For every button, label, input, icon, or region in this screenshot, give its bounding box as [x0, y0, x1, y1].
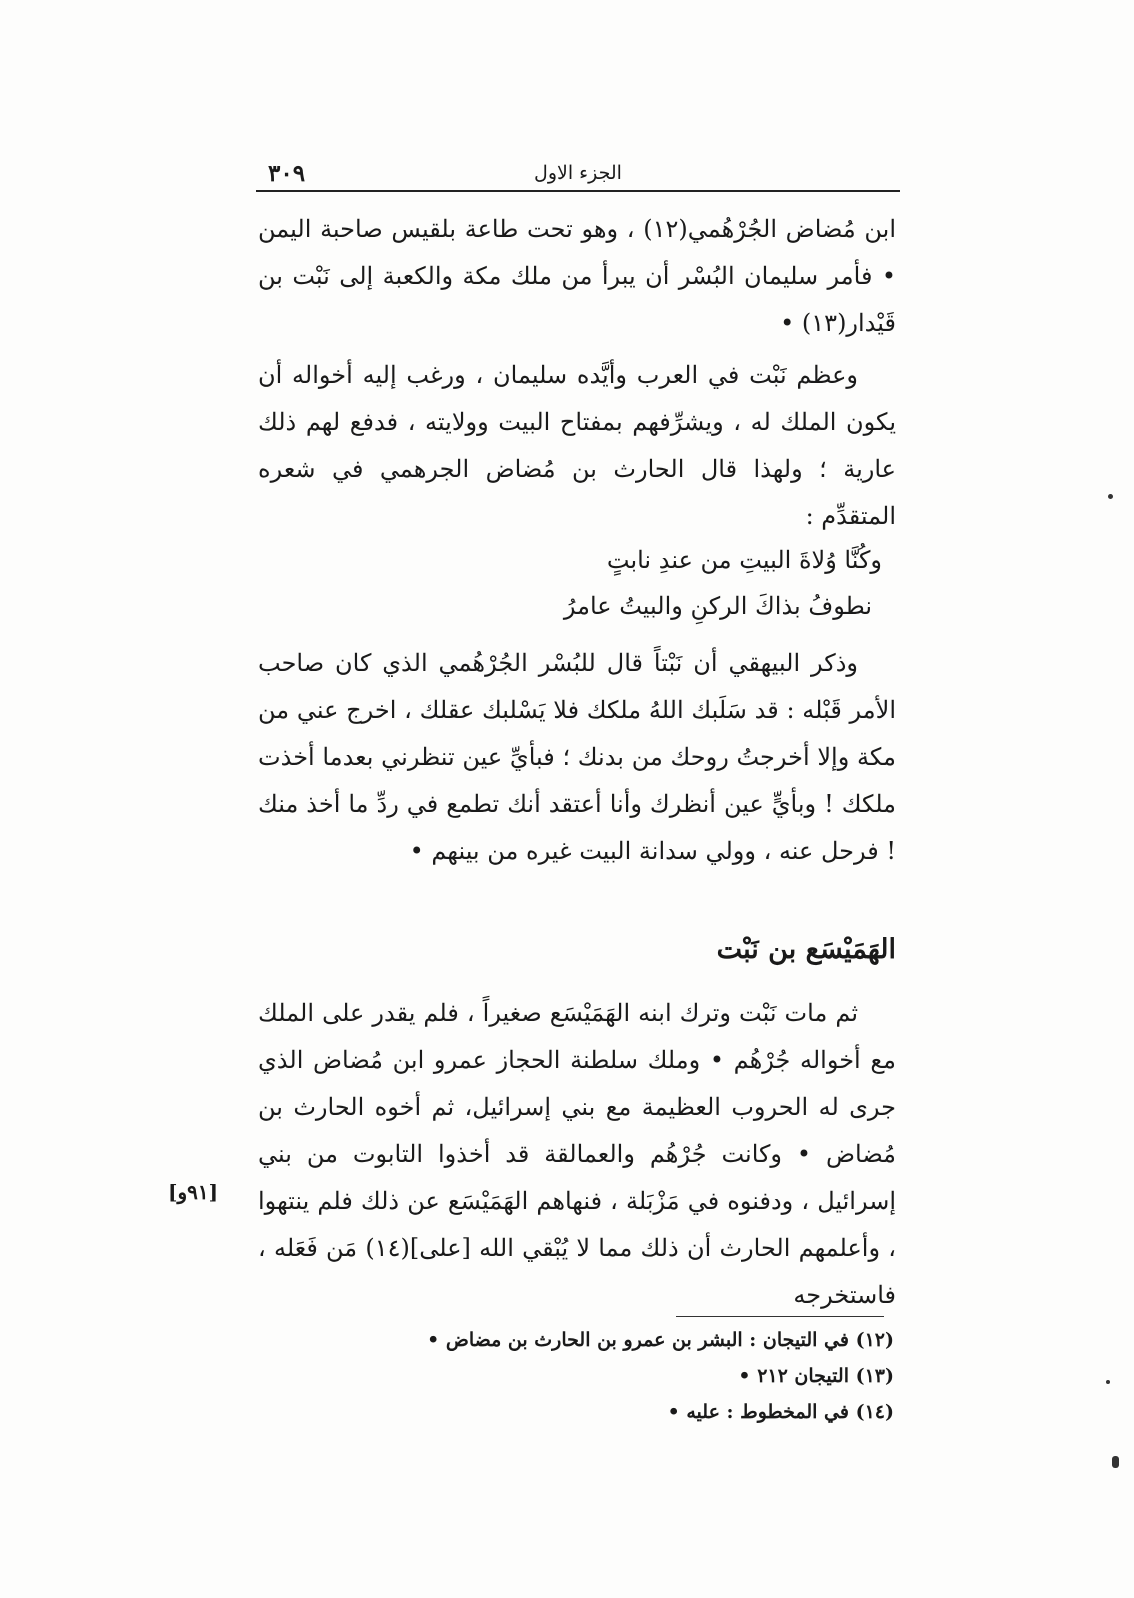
paragraph-1-text: ابن مُضاض الجُرْهُمي(١٢) ، وهو تحت طاعة بلقيس صاحبة اليمن • فأمر سليمان البُسْر أن يبرأ من ملك مكة والكعبة إلى نَبْت بن قَيْدار(١٣) • [258, 215, 896, 337]
running-title: الجزء الاول [534, 162, 622, 184]
margin-folio-note: [٩١و] [168, 1180, 219, 1204]
paragraph-2 [258, 352, 896, 540]
scan-speck [1112, 1456, 1119, 1468]
paragraph-3 [258, 640, 896, 875]
paragraph-1 [258, 206, 896, 347]
footnote-12: (١٢) في التيجان : البشر بن عمرو بن الحارث بن مضاض • [427, 1329, 894, 1351]
section-heading: الهَمَيْسَع بن نَبْت [716, 934, 896, 965]
paragraph-4 [258, 990, 896, 1319]
footnote-rule [676, 1316, 884, 1317]
scan-speck [1108, 494, 1113, 499]
footnotes [300, 1322, 894, 1430]
header-rule [256, 190, 900, 192]
paragraph-3-text: وذكر البيهقي أن نَبْتاً قال للبُسْر الجُرْهُمي الذي كان صاحب الأمر قَبْله : قد سَلَبك اللهُ ملكك فلا يَسْلبك عقلك ، اخرج عني من مكة وإلا أخرجتُ روحك من بدنك ؛ فبأيِّ عين تنظرني بعدما أخذت ملكك ! وبأيٍّ عين أنظرك وأنا أعتقد أنك تطمع في ردِّ ما أخذ منك ! فرحل عنه ، وولي سدانة البيت غيره من بينهم • [258, 649, 897, 865]
footnote-14: (١٤) في المخطوط : عليه • [667, 1401, 894, 1423]
page-number: ٣٠٩ [268, 160, 306, 187]
paragraph-4-text: ثم مات نَبْت وترك ابنه الهَمَيْسَع صغيراً ، فلم يقدر على الملك مع أخواله جُرْهُم • وملك سلطنة الحجاز عمرو ابن مُضاض الذي جرى له الحروب العظيمة مع بني إسرائيل، ثم أخوه الحارث بن مُضاض • وكانت جُرْهُم والعمالقة قد أخذوا التابوت من بني إسرائيل ، ودفنوه في مَزْبَلة ، فنهاهم الهَمَيْسَع عن ذلك فلم ينتهوا ، وأعلمهم الحارث أن ذلك مما لا يُبْقي الله [على](١٤) مَن فَعَله ، فاستخرجه [258, 999, 897, 1309]
scan-speck [1106, 1380, 1110, 1384]
running-header [258, 160, 898, 192]
paragraph-2-text: وعظم نَبْت في العرب وأيَّده سليمان ، ورغب إليه أخواله أن يكون الملك له ، ويشرِّفهم بمفتاح البيت وولايته ، فدفع لهم ذلك عارية ؛ ولهذا قال الحارث بن مُضاض الجرهمي في شعره المتقدِّم : [258, 361, 897, 530]
verse-line-2: نطوفُ بذاكَ الركنِ والبيتُ عامرُ [563, 592, 872, 620]
verse-line-1: وكُنَّا وُلاةَ البيتِ من عندِ نابتٍ [606, 546, 882, 574]
footnote-13: (١٣) التيجان ٢١٢ • [738, 1365, 894, 1387]
